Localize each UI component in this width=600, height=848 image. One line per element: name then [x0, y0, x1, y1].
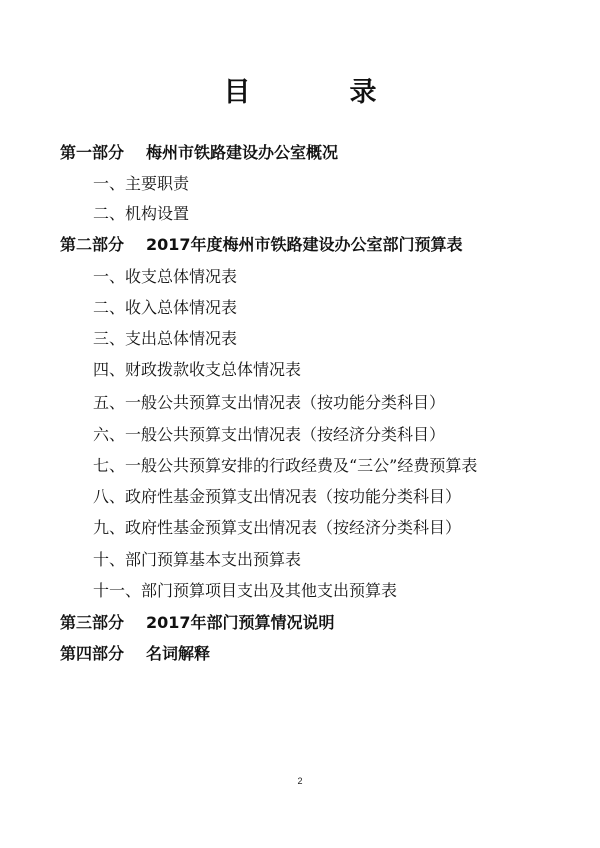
toc-part-1[interactable] [60, 143, 338, 163]
toc-item[interactable]: 一、主要职责 [93, 174, 190, 193]
toc-item[interactable]: 三、支出总体情况表 [93, 329, 238, 348]
toc-part-4[interactable] [60, 644, 210, 664]
page-number: 2 [297, 776, 303, 786]
toc-item[interactable]: 二、收入总体情况表 [93, 298, 238, 317]
toc-item[interactable]: 七、一般公共预算安排的行政经费及“三公”经费预算表 [93, 456, 478, 475]
toc-item[interactable]: 八、政府性基金预算支出情况表（按功能分类科目） [93, 487, 462, 506]
toc-item[interactable]: 六、一般公共预算支出情况表（按经济分类科目） [93, 425, 446, 444]
toc-part-2[interactable] [60, 235, 463, 255]
toc-item[interactable]: 九、政府性基金预算支出情况表（按经济分类科目） [93, 518, 462, 537]
part-number: 第四部分 [60, 644, 125, 663]
page-title: 目 录 [223, 77, 413, 108]
part-number: 第一部分 [60, 143, 125, 162]
toc-item[interactable]: 十一、部门预算项目支出及其他支出预算表 [93, 581, 398, 600]
part-heading: 2017年度梅州市铁路建设办公室部门预算表 [146, 235, 463, 254]
toc-item[interactable]: 四、财政拨款收支总体情况表 [93, 360, 302, 379]
toc-item[interactable]: 五、一般公共预算支出情况表（按功能分类科目） [93, 393, 446, 412]
part-number: 第二部分 [60, 235, 125, 254]
toc-item[interactable]: 十、部门预算基本支出预算表 [93, 550, 302, 569]
toc-item[interactable]: 二、机构设置 [93, 204, 190, 223]
part-number: 第三部分 [60, 613, 125, 632]
toc-item[interactable]: 一、收支总体情况表 [93, 267, 238, 286]
part-heading: 梅州市铁路建设办公室概况 [146, 143, 339, 162]
part-heading: 2017年部门预算情况说明 [146, 613, 335, 632]
toc-part-3[interactable] [60, 613, 335, 633]
part-heading: 名词解释 [146, 644, 211, 663]
